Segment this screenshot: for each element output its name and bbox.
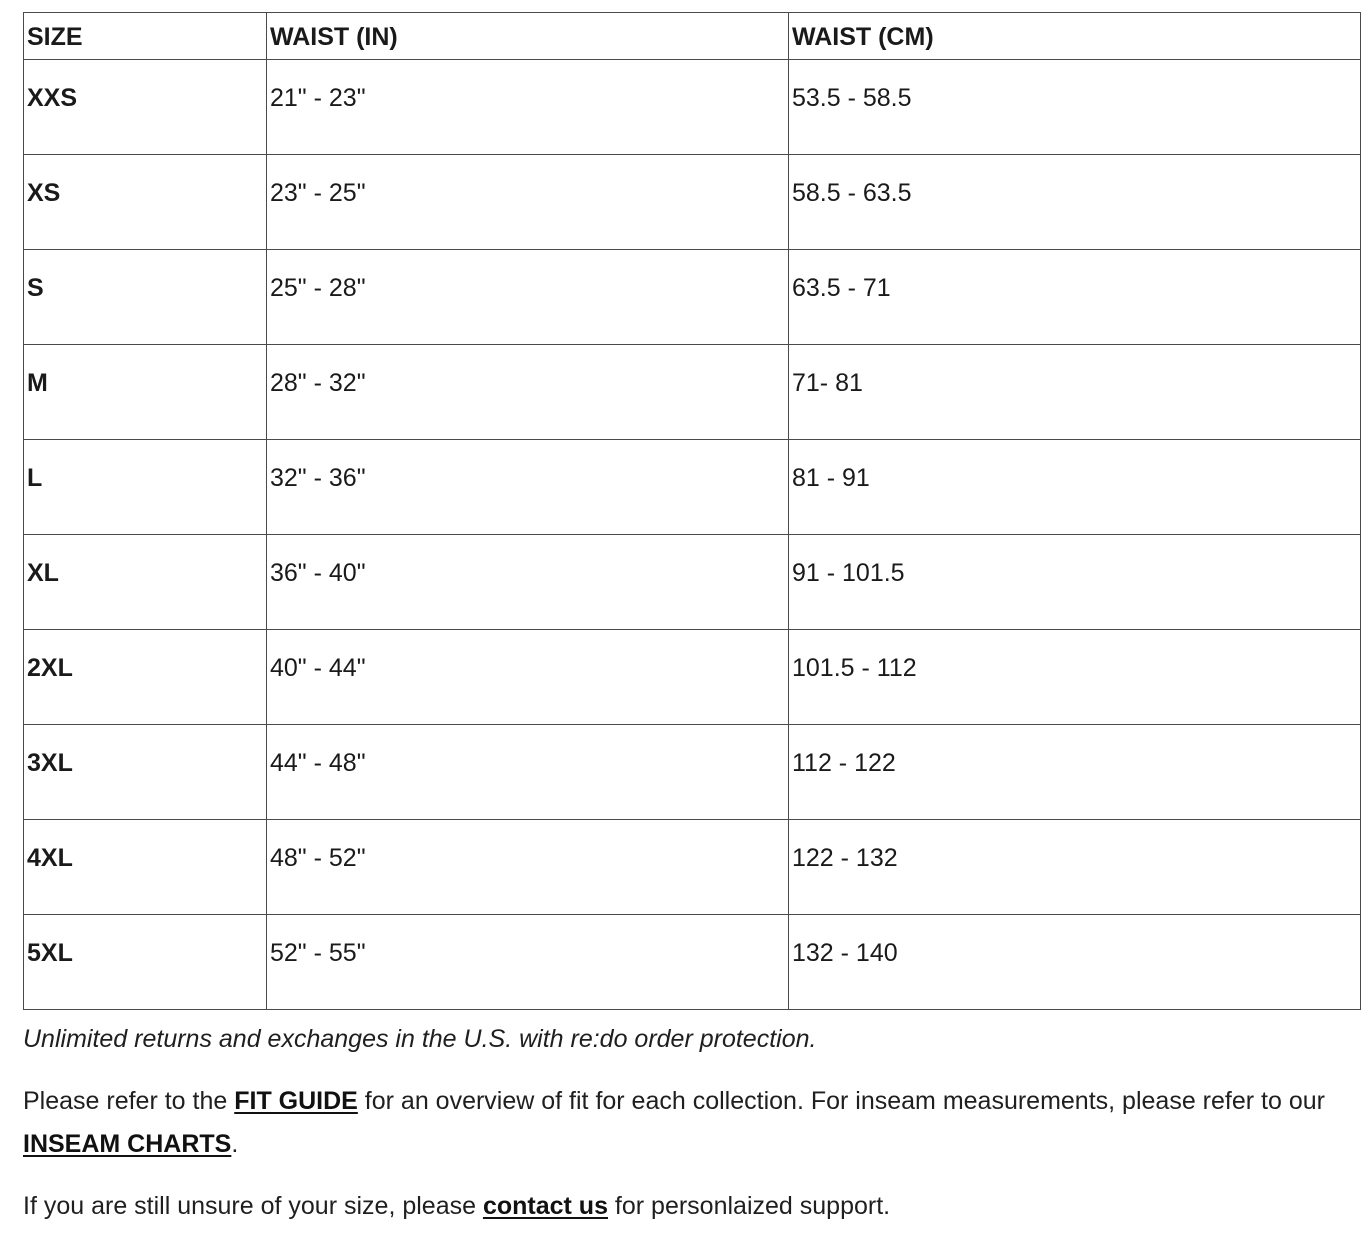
waist-cm-cell: 91 - 101.5 (789, 535, 1361, 630)
size-cell: 5XL (24, 915, 267, 1010)
waist-cm-cell: 71- 81 (789, 345, 1361, 440)
table-header-row (24, 13, 1361, 60)
fit-guide-note (23, 1080, 1353, 1166)
table-row (24, 250, 1361, 345)
waist-cm-cell: 53.5 - 58.5 (789, 60, 1361, 155)
size-cell: 3XL (24, 725, 267, 820)
fit-note-prefix: Please refer to the (23, 1087, 235, 1115)
waist-in-cell: 44" - 48" (267, 725, 789, 820)
size-cell: S (24, 250, 267, 345)
size-cell: XS (24, 155, 267, 250)
size-cell: 4XL (24, 820, 267, 915)
support-note-suffix: for personlaized support. (607, 1192, 891, 1220)
waist-in-cell: 48" - 52" (267, 820, 789, 915)
waist-in-cell: 40" - 44" (267, 630, 789, 725)
support-note-prefix: If you are still unsure of your size, please (23, 1192, 483, 1220)
waist-size-chart-table (23, 12, 1361, 1010)
waist-in-cell: 32" - 36" (267, 440, 789, 535)
table-row (24, 630, 1361, 725)
header-size: SIZE (24, 13, 267, 60)
table-row (24, 345, 1361, 440)
table-row (24, 60, 1361, 155)
size-cell: M (24, 345, 267, 440)
waist-in-cell: 36" - 40" (267, 535, 789, 630)
fit-guide-link[interactable]: FIT GUIDE (234, 1087, 358, 1115)
returns-note: Unlimited returns and exchanges in the U.S. with re:do order protection. (23, 1025, 817, 1053)
waist-cm-cell: 132 - 140 (789, 915, 1361, 1010)
waist-in-cell: 28" - 32" (267, 345, 789, 440)
fit-note-middle: for an overview of fit for each collection. For inseam measurements, please refer to our (357, 1087, 1325, 1115)
waist-cm-cell: 63.5 - 71 (789, 250, 1361, 345)
waist-cm-cell: 58.5 - 63.5 (789, 155, 1361, 250)
table-row (24, 155, 1361, 250)
fit-note-suffix: . (231, 1130, 239, 1158)
header-waist-cm: WAIST (CM) (789, 13, 1361, 60)
support-note (23, 1185, 1353, 1228)
waist-cm-cell: 81 - 91 (789, 440, 1361, 535)
waist-cm-cell: 122 - 132 (789, 820, 1361, 915)
size-cell: XXS (24, 60, 267, 155)
waist-in-cell: 52" - 55" (267, 915, 789, 1010)
inseam-charts-link[interactable]: INSEAM CHARTS (23, 1130, 232, 1158)
size-cell: XL (24, 535, 267, 630)
table-row (24, 440, 1361, 535)
size-cell: L (24, 440, 267, 535)
contact-us-link[interactable]: contact us (482, 1192, 608, 1220)
table-row (24, 725, 1361, 820)
size-cell: 2XL (24, 630, 267, 725)
waist-cm-cell: 101.5 - 112 (789, 630, 1361, 725)
table-row (24, 915, 1361, 1010)
header-waist-in: WAIST (IN) (267, 13, 789, 60)
waist-in-cell: 21" - 23" (267, 60, 789, 155)
waist-in-cell: 25" - 28" (267, 250, 789, 345)
waist-in-cell: 23" - 25" (267, 155, 789, 250)
size-notes (23, 1018, 1353, 1228)
table-row (24, 535, 1361, 630)
waist-cm-cell: 112 - 122 (789, 725, 1361, 820)
table-row (24, 820, 1361, 915)
